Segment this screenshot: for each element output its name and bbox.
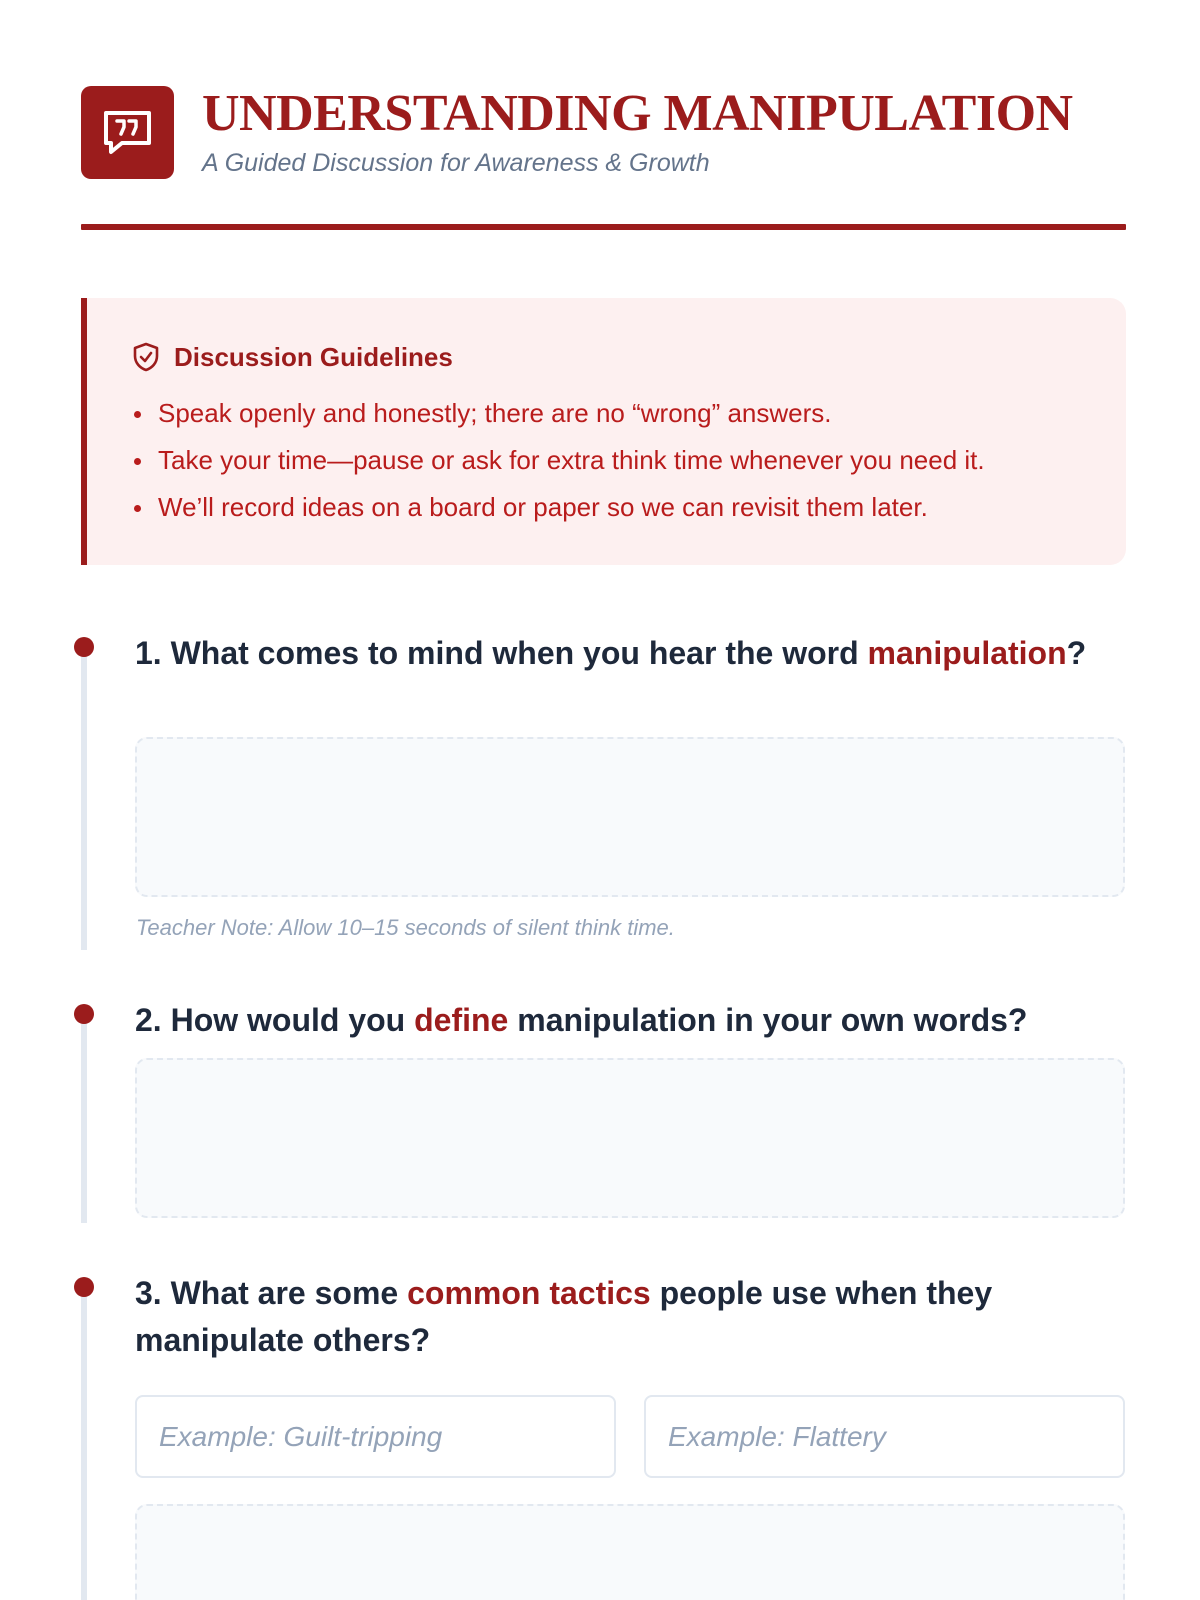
question-text: 1. What comes to mind when you hear the word (135, 635, 868, 671)
question-keyword: common tactics (407, 1275, 651, 1311)
answer-area-3[interactable] (135, 1504, 1125, 1600)
question-2 (135, 997, 1125, 1044)
bullet-dot (134, 505, 141, 512)
bullet-dot (134, 458, 141, 465)
guidelines-heading (132, 340, 453, 374)
question-text: people use when they manipulate others? (135, 1275, 993, 1358)
question-text: ? (1066, 635, 1087, 671)
answer-area-1[interactable] (135, 737, 1125, 897)
guideline-text: Speak openly and honestly; there are no “wrong” answers. (158, 398, 832, 428)
question-text: manipulation in your own words? (508, 1002, 1028, 1038)
page-header (81, 86, 1120, 182)
question-1 (135, 630, 1125, 677)
guideline-item (132, 437, 985, 484)
tactic-example-input-2[interactable] (644, 1395, 1125, 1478)
guideline-text: Take your time—pause or ask for extra think time whenever you need it. (158, 445, 985, 475)
timeline-marker (74, 637, 94, 657)
question-keyword: manipulation (867, 635, 1067, 671)
shield-check-icon (132, 342, 160, 372)
logo-badge (81, 86, 174, 179)
quote-bubble-icon (102, 109, 153, 156)
timeline-line (81, 645, 87, 950)
guidelines-title: Discussion Guidelines (174, 341, 453, 372)
teacher-note: Teacher Note: Allow 10–15 seconds of silent think time. (136, 915, 675, 940)
guidelines-list (132, 390, 985, 531)
timeline-marker (74, 1277, 94, 1297)
page-subtitle: A Guided Discussion for Awareness & Growth (202, 149, 710, 177)
question-text: 2. How would you (135, 1002, 415, 1038)
answer-area-2[interactable] (135, 1058, 1125, 1218)
timeline-line (81, 1012, 87, 1223)
guideline-text: We’ll record ideas on a board or paper so we can revisit them later. (158, 492, 928, 522)
question-keyword: define (414, 1002, 509, 1038)
tactic-example-input-1[interactable] (135, 1395, 616, 1478)
guidelines-callout (81, 298, 1126, 565)
timeline-marker (74, 1004, 94, 1024)
bullet-dot (134, 411, 141, 418)
page-title: UNDERSTANDING MANIPULATION (202, 85, 1073, 142)
timeline-line (81, 1285, 87, 1600)
question-text: 3. What are some (135, 1275, 408, 1311)
question-3 (135, 1270, 1125, 1364)
guideline-item (132, 390, 985, 437)
header-divider (81, 224, 1126, 230)
guideline-item (132, 484, 985, 531)
